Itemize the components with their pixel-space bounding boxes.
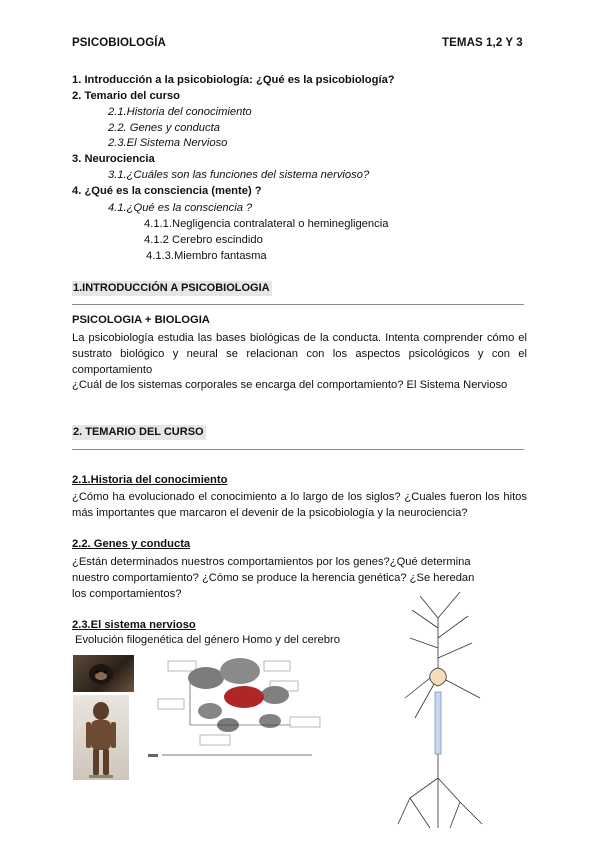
section-1-subheading: PSICOLOGIA + BIOLOGIA bbox=[72, 314, 210, 326]
toc-item-4: 4. ¿Qué es la consciencia (mente) ? bbox=[72, 185, 262, 197]
toc-item-2-3: 2.3.El Sistema Nervioso bbox=[108, 137, 228, 149]
chimpanzee-photo bbox=[73, 655, 134, 692]
toc-item-1: 1. Introducción a la psicobiología: ¿Qué es la psicobiología? bbox=[72, 74, 395, 86]
neuron-diagram bbox=[390, 588, 510, 833]
toc-item-2-1: 2.1.Historia del conocimiento bbox=[108, 106, 252, 118]
toc-item-2-2: 2.2. Genes y conducta bbox=[108, 122, 220, 134]
subsection-2-2-text: ¿Están determinados nuestros comportamientos por los genes?¿Qué determina nuestro comportamiento? ¿Cómo se produce la herencia genética? ¿Se heredan los comportamientos? bbox=[72, 556, 475, 600]
section-1-paragraph: La psicobiología estudia las bases biológicas de la conducta. Intenta comprender cómo el sustrato biológico y neural se relacionan con los aspectos psicológicos y con el comportamiento bbox=[72, 332, 527, 376]
section-2-heading: 2. TEMARIO DEL CURSO bbox=[73, 426, 204, 438]
subsection-2-3-text: Evolución filogenética del género Homo y del cerebro bbox=[75, 634, 340, 646]
brain-evolution-figure bbox=[140, 653, 345, 765]
section-1-question: ¿Cuál de los sistemas corporales se encarga del comportamiento? El Sistema Nervioso bbox=[72, 379, 508, 391]
section-1-heading: 1.INTRODUCCIÓN A PSICOBIOLOGIA bbox=[73, 282, 270, 294]
hominid-model-photo bbox=[73, 695, 129, 780]
toc-item-4-1-3: 4.1.3.Miembro fantasma bbox=[146, 250, 267, 262]
subsection-2-3-title: 2.3.El sistema nervioso bbox=[72, 619, 196, 631]
subsection-2-2-title: 2.2. Genes y conducta bbox=[72, 538, 191, 550]
toc-item-4-1-1: 4.1.1.Negligencia contralateral o heminegligencia bbox=[144, 218, 389, 230]
toc-item-2: 2. Temario del curso bbox=[72, 90, 180, 102]
section-2-rule bbox=[72, 449, 524, 450]
header-right: TEMAS 1,2 Y 3 bbox=[442, 37, 523, 49]
toc-item-4-1-2: 4.1.2 Cerebro escindido bbox=[144, 234, 263, 246]
section-1-rule bbox=[72, 304, 524, 305]
toc-item-3: 3. Neurociencia bbox=[72, 153, 155, 165]
header-left: PSICOBIOLOGÍA bbox=[72, 37, 166, 49]
toc-item-3-1: 3.1.¿Cuáles son las funciones del sistema nervioso? bbox=[108, 169, 370, 181]
subsection-2-1-title: 2.1.Historia del conocimiento bbox=[72, 474, 228, 486]
toc-item-4-1: 4.1.¿Qué es la consciencia ? bbox=[108, 202, 253, 214]
subsection-2-1-text: ¿Cómo ha evolucionado el conocimiento a lo largo de los siglos? ¿Cuales fueron los hitos más importantes que marcaron el devenir de la psicobiología y la neurociencia? bbox=[72, 491, 527, 519]
